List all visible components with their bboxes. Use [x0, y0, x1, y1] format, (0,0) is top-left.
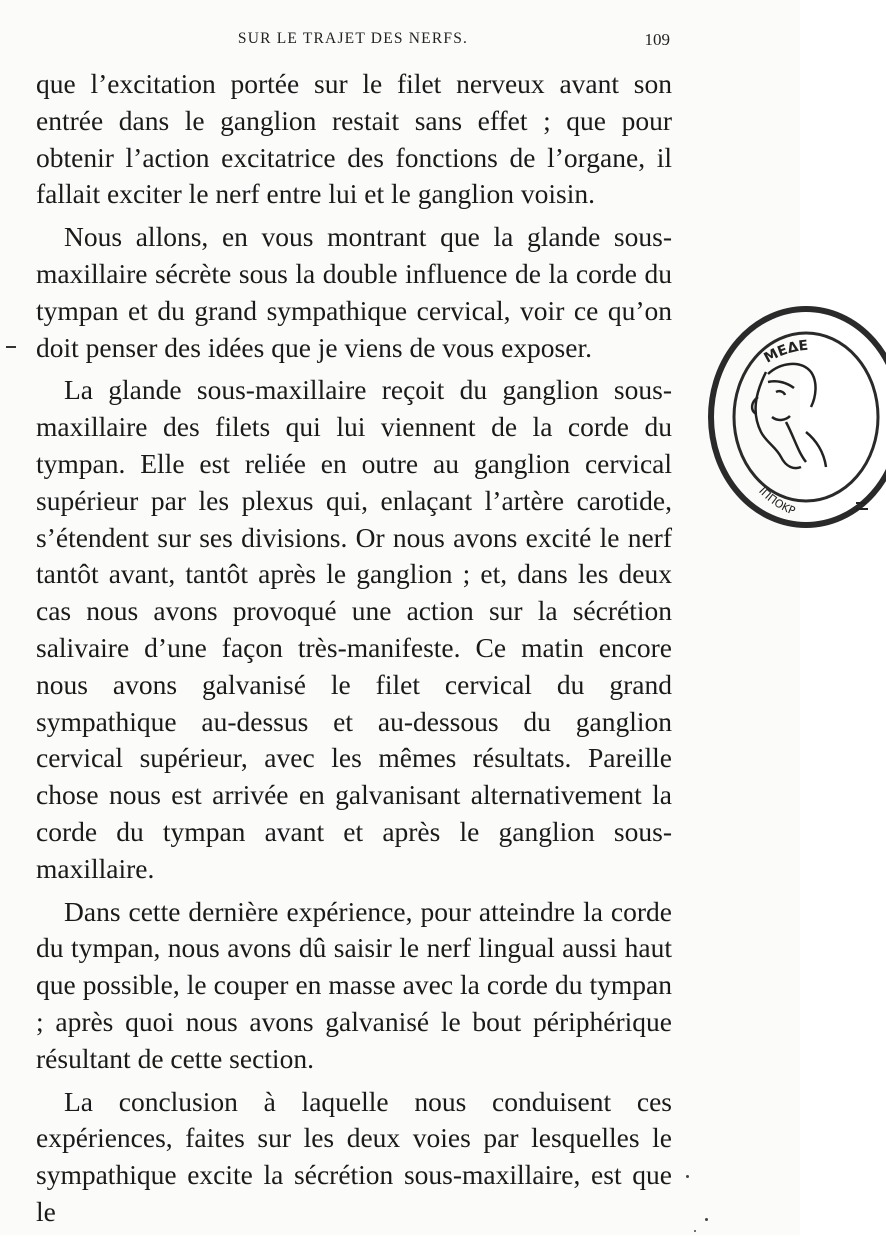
page-number: 109	[644, 30, 670, 49]
library-stamp	[706, 302, 886, 542]
stamp-portrait-icon	[752, 364, 826, 468]
body-text	[36, 66, 672, 1237]
stamp-text-bottom: ΙΠΠΟΚΡ	[756, 484, 798, 518]
paragraph-1: que l’excitation portée sur le filet nerveux avant son entrée dans le ganglion restait sans effet ; que pour obtenir l’action excitatrice des fonctions de l’organe, il fallait exciter le nerf entre lui et le ganglion voisin.	[36, 68, 672, 210]
page-header	[36, 30, 670, 56]
paragraph-2: Nous allons, en vous montrant que la glande sous-maxillaire sécrète sous la double influence de la corde du tympan et du grand sympathique cervical, voir ce qu’on doit penser des idées que je viens de vous exposer.	[36, 221, 672, 363]
edge-speck	[694, 1230, 696, 1232]
running-head: SUR LE TRAJET DES NERFS.	[237, 30, 469, 47]
edge-speck	[705, 1218, 708, 1221]
paragraph-4: Dans cette dernière expérience, pour atteindre la corde du tympan, nous avons dû saisir le nerf lingual aussi haut que possible, le couper en masse avec la corde du tympan ; après quoi nous avons galvanisé le bout périphérique résultant de cette section.	[36, 895, 672, 1074]
margin-mark	[6, 346, 16, 348]
edge-speck	[686, 1175, 689, 1178]
paragraph-5: La conclusion à laquelle nous conduisent ces expériences, faites sur les deux voies par lesquelles le sympathique excite la sécrétion sous-maxillaire, est que le	[36, 1085, 672, 1227]
paragraph-3: La glande sous-maxillaire reçoit du ganglion sous-maxillaire des filets qui lui viennent de la corde du tympan. Elle est reliée en outre au ganglion cervical supérieur par les plexus qui, enlaçant l’artère carotide, s’étendent sur ses divisions. Or nous avons excité le nerf tantôt avant, tantôt après le ganglion ; et, dans les deux cas nous avons provoqué une action sur la sécrétion salivaire d’une façon très-manifeste. Ce matin encore nous avons galvanisé le filet cervical du grand sympathique au-dessus et au-dessous du ganglion cervical supérieur, avec les mêmes résultats. Pareille chose nous est arrivée en galvanisant alternativement la corde du tympan avant et après le ganglion sous-maxillaire.	[36, 374, 672, 884]
stamp-text-top: ΜΕΔΕ	[761, 337, 809, 367]
